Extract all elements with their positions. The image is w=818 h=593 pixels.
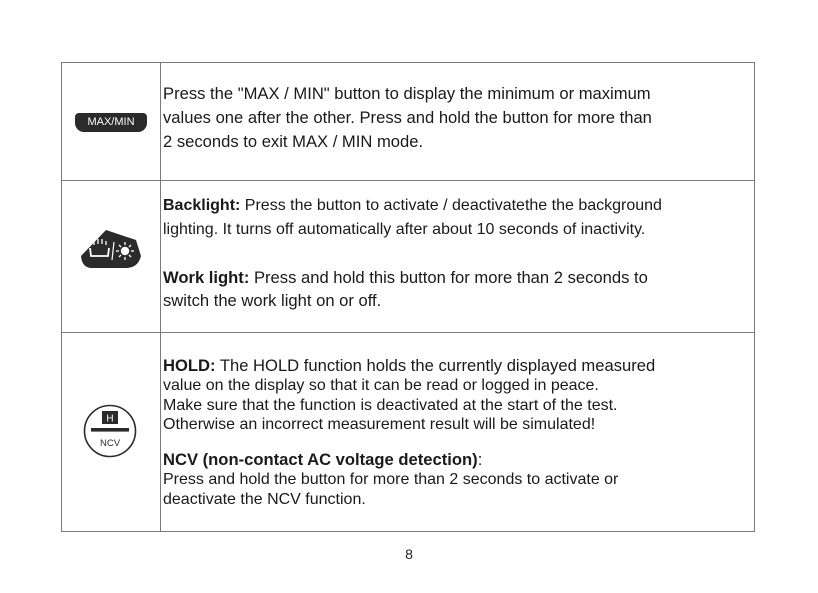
icon-cell (62, 63, 161, 180)
hold-desc: The HOLD function holds the currently displayed measured (215, 356, 656, 375)
hold-text-line (163, 355, 655, 376)
worklight-text-line (163, 267, 648, 288)
hold-text-line: Make sure that the function is deactivated at the start of the test. (163, 397, 618, 414)
hold-ncv-button-icon (82, 403, 138, 459)
row-max-min (62, 63, 754, 181)
worklight-text-line: switch the work light on or off. (163, 291, 382, 310)
max-min-text-line: Press the "MAX / MIN" button to display the minimum or maximum (163, 84, 651, 103)
row-hold-ncv (62, 333, 754, 531)
hold-label: H (106, 413, 114, 425)
hold-text-line: value on the display so that it can be read or logged in peace. (163, 377, 599, 394)
ncv-text-line: Press and hold the button for more than 2 seconds to activate or (163, 471, 619, 488)
text-cell (163, 333, 754, 531)
ncv-text-line (163, 449, 482, 470)
page-number: 8 (405, 546, 413, 562)
icon-cell (62, 333, 161, 531)
text-cell (163, 181, 754, 332)
text-cell (163, 63, 754, 180)
ncv-label: NCV (99, 438, 121, 449)
ncv-title: NCV (non-contact AC voltage detection) (163, 450, 478, 469)
backlight-worklight-button-icon (78, 226, 144, 272)
backlight-text-line: lighting. It turns off automatically after about 10 seconds of inactivity. (163, 221, 646, 238)
row-backlight (62, 181, 754, 333)
instruction-table (61, 62, 755, 532)
backlight-desc: Press the button to activate / deactivatethe the background (240, 197, 662, 214)
backlight-text-line (163, 195, 662, 216)
hold-text-line: Otherwise an incorrect measurement result will be simulated! (163, 416, 596, 433)
worklight-title: Work light: (163, 268, 250, 287)
ncv-text-line: deactivate the NCV function. (163, 491, 366, 508)
max-min-button-icon: MAX/MIN (75, 113, 147, 132)
max-min-text-line: 2 seconds to exit MAX / MIN mode. (163, 132, 424, 151)
icon-cell (62, 181, 161, 332)
ncv-colon: : (477, 450, 483, 469)
max-min-text-line: values one after the other. Press and hold the button for more than (163, 108, 652, 127)
backlight-title: Backlight: (163, 197, 241, 214)
hold-title: HOLD: (163, 356, 216, 375)
worklight-desc: Press and hold this button for more than 2 seconds to (249, 268, 648, 287)
